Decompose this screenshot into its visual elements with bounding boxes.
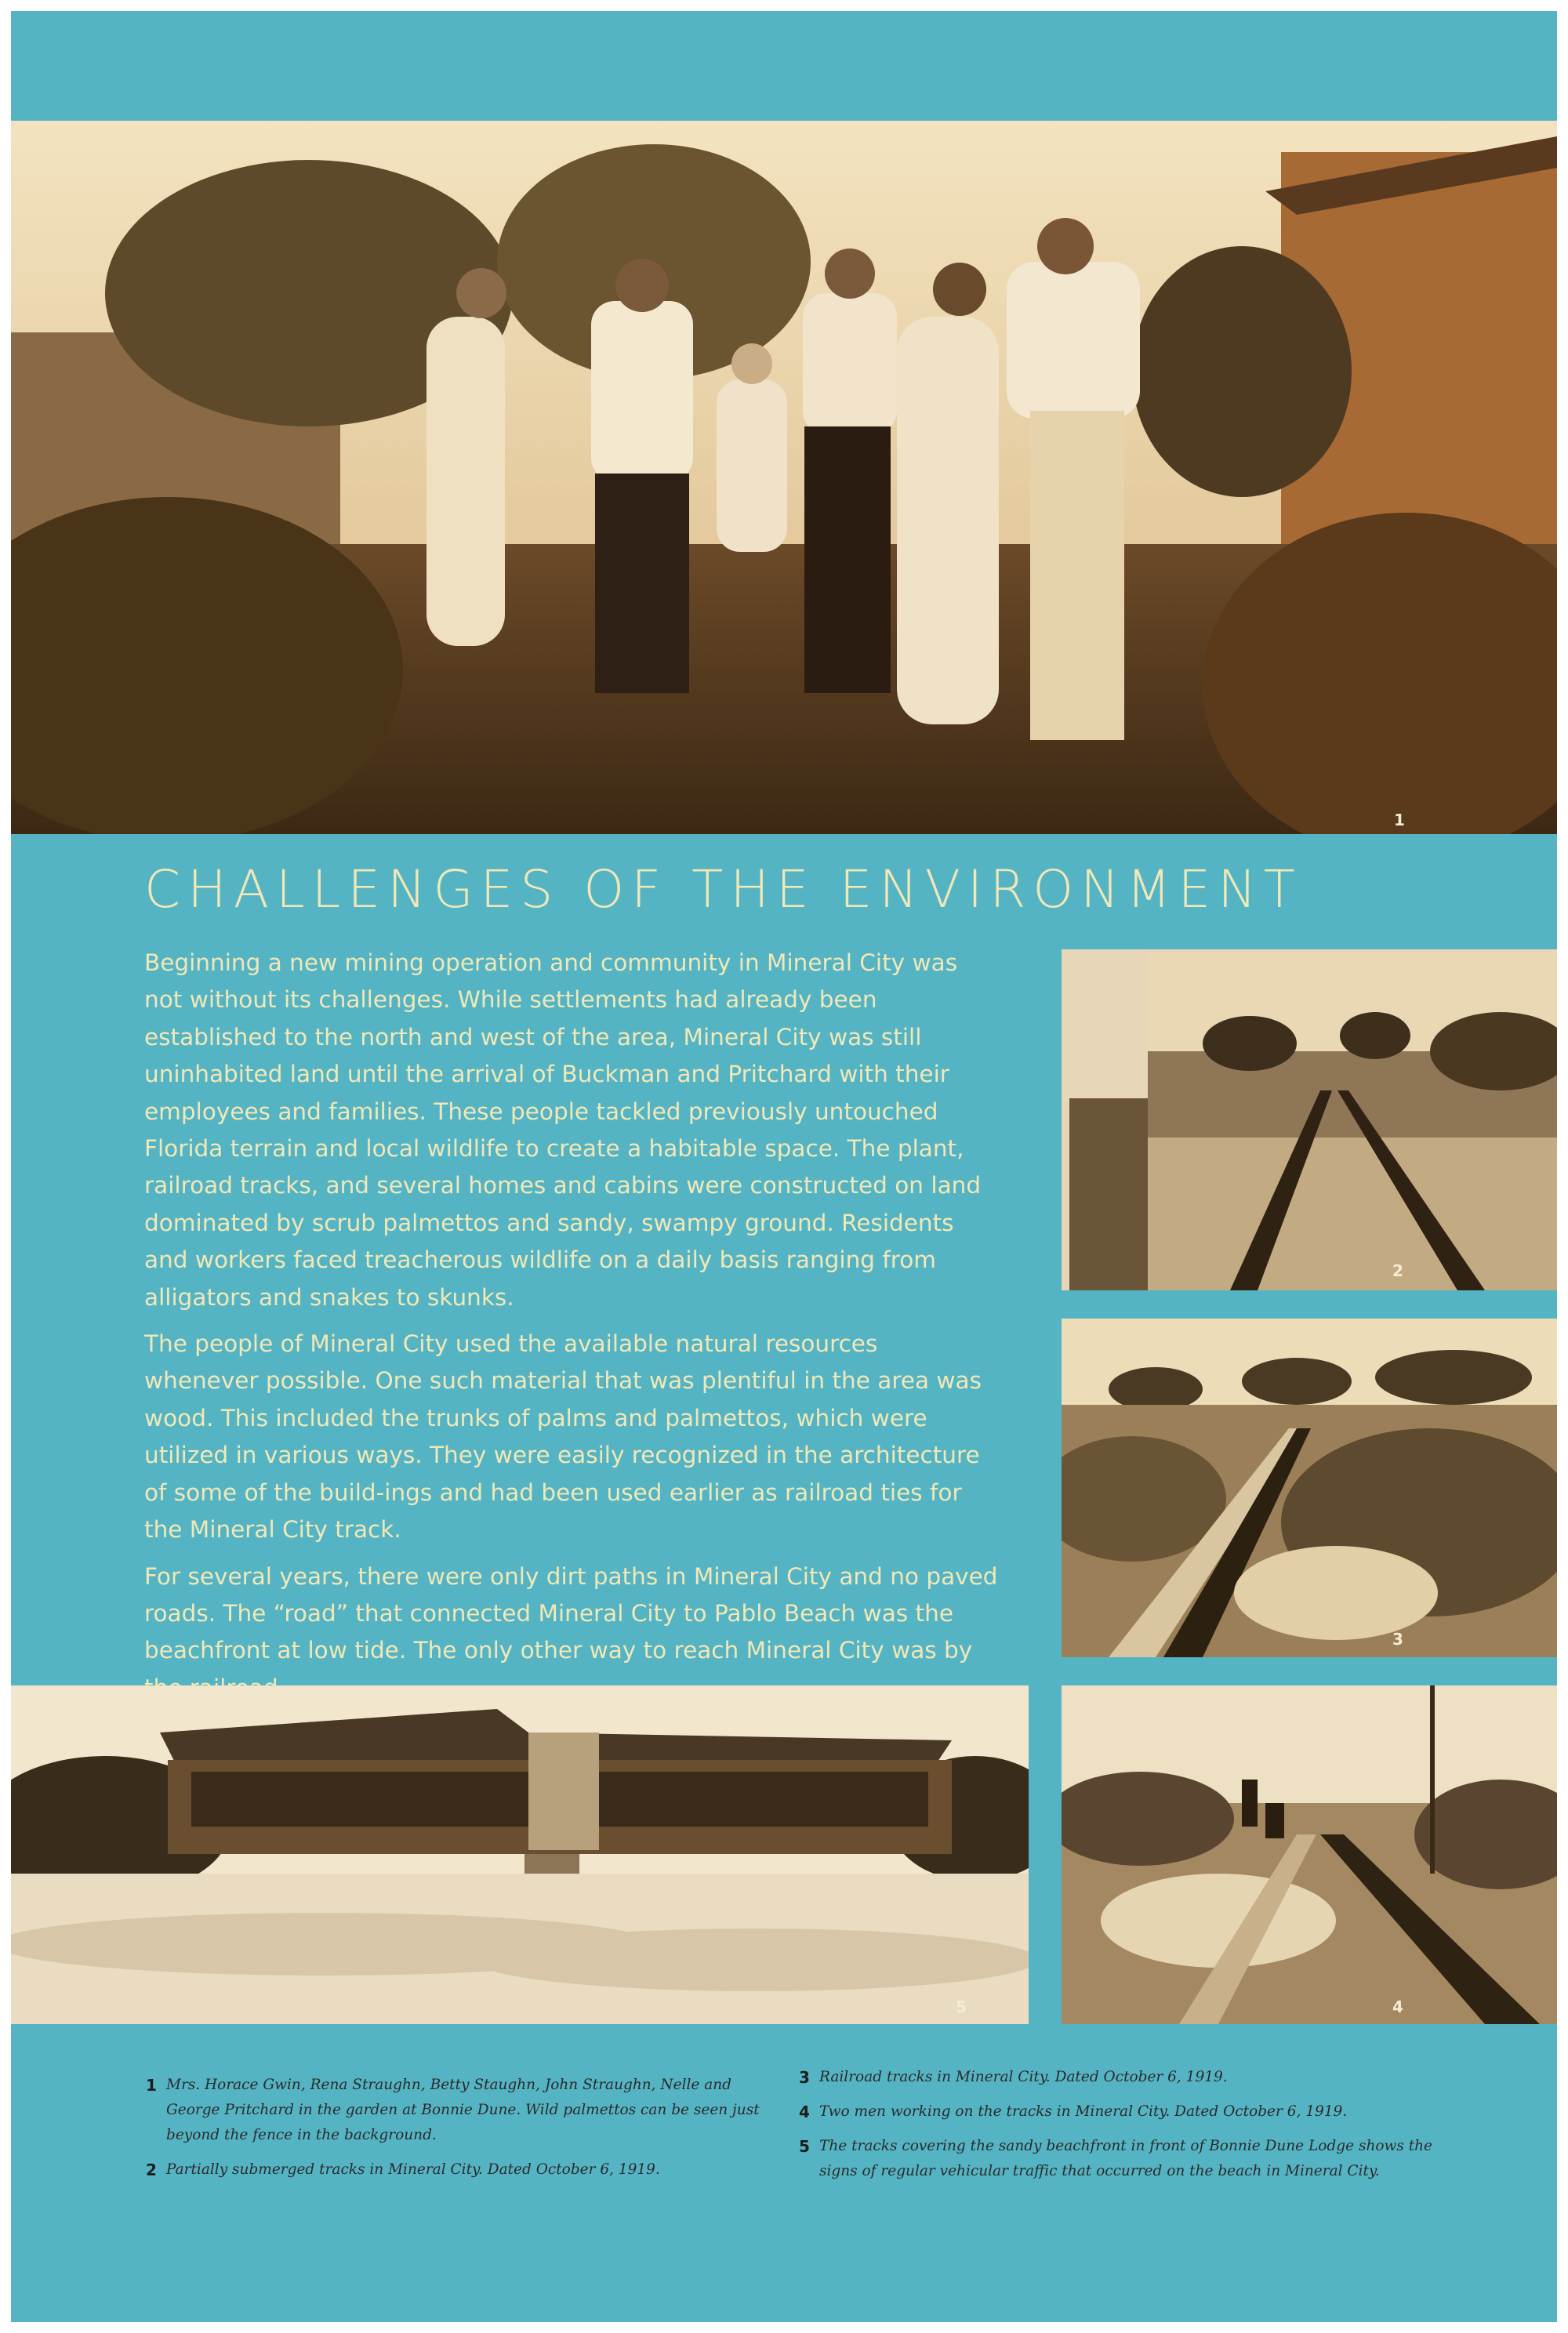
caption-5	[799, 2134, 1450, 2184]
railroad-tracks-image	[1062, 1319, 1557, 1657]
submerged-tracks-image	[1062, 949, 1557, 1290]
page-title: CHALLENGES OF THE ENVIRONMENT	[144, 859, 1302, 920]
photo-bonnie-dune-lodge	[11, 1685, 1029, 2024]
body-text	[144, 945, 999, 1716]
photo-number-2: 2	[1392, 1261, 1403, 1280]
photo-submerged-tracks	[1062, 949, 1557, 1290]
caption-number-5: 5	[799, 2137, 810, 2156]
photo-number-5: 5	[956, 1997, 967, 2016]
caption-text-1: Mrs. Horace Gwin, Rena Straughn, Betty Staughn, John Straughn, Nelle and George Pritchard in the garden at Bonnie Dune. Wild palmettos can be seen just beyond the fence in the background.	[166, 2077, 760, 2143]
photo-men-working-tracks	[1062, 1685, 1557, 2024]
exhibit-panel	[11, 11, 1557, 2322]
caption-text-2: Partially submerged tracks in Mineral City. Dated October 6, 1919.	[166, 2161, 660, 2178]
caption-3	[799, 2065, 1450, 2090]
captions-left	[146, 2073, 765, 2192]
captions-right	[799, 2065, 1450, 2193]
bonnie-dune-lodge-image	[11, 1685, 1029, 2024]
photo-number-1: 1	[1394, 811, 1405, 829]
photo-number-4: 4	[1392, 1997, 1403, 2016]
caption-text-4: Two men working on the tracks in Mineral City. Dated October 6, 1919.	[819, 2103, 1348, 2120]
caption-number-2: 2	[146, 2161, 157, 2179]
caption-1	[146, 2073, 765, 2148]
paragraph-1: Beginning a new mining operation and community in Mineral City was not without its challenges. While settlements had already been established to the north and west of the area, Mineral City was still uninhabited land until the arrival of Buckman and Pritchard with their employees and families. These people tackled previously untouched Florida terrain and local wildlife to create a habitable space. The plant, railroad tracks, and several homes and cabins were constructed on land dominated by scrub palmettos and sandy, swampy ground. Residents and workers faced treacherous wildlife on a daily basis ranging from alligators and snakes to skunks.	[144, 949, 982, 1311]
caption-number-3: 3	[799, 2068, 810, 2087]
caption-text-5: The tracks covering the sandy beachfront in front of Bonnie Dune Lodge shows the signs of regular vehicular traffic that occurred on the beach in Mineral City.	[819, 2138, 1433, 2179]
caption-text-3: Railroad tracks in Mineral City. Dated October 6, 1919.	[819, 2069, 1228, 2085]
caption-4	[799, 2099, 1450, 2124]
photo-railroad-tracks	[1062, 1319, 1557, 1657]
caption-2	[146, 2157, 765, 2182]
photo-number-3: 3	[1392, 1630, 1403, 1649]
paragraph-2: The people of Mineral City used the available natural resources whenever possible. One such material that was plentiful in the area was wood. This included the trunks of palms and palmettos, which were utilized in various ways. They were easily recognized in the architecture of some of the build-ings and had been used earlier as railroad ties for the Mineral City track.	[144, 1330, 982, 1544]
photo-family-garden	[11, 121, 1557, 834]
caption-number-1: 1	[146, 2076, 157, 2095]
paragraph-3: For several years, there were only dirt paths in Mineral City and no paved roads. The “road” that connected Mineral City to Pablo Beach was the beachfront at low tide. The only other way to reach Mineral City was by	[144, 1562, 998, 1664]
caption-number-4: 4	[799, 2103, 810, 2121]
men-working-tracks-image	[1062, 1685, 1557, 2024]
family-garden-image	[11, 121, 1557, 834]
